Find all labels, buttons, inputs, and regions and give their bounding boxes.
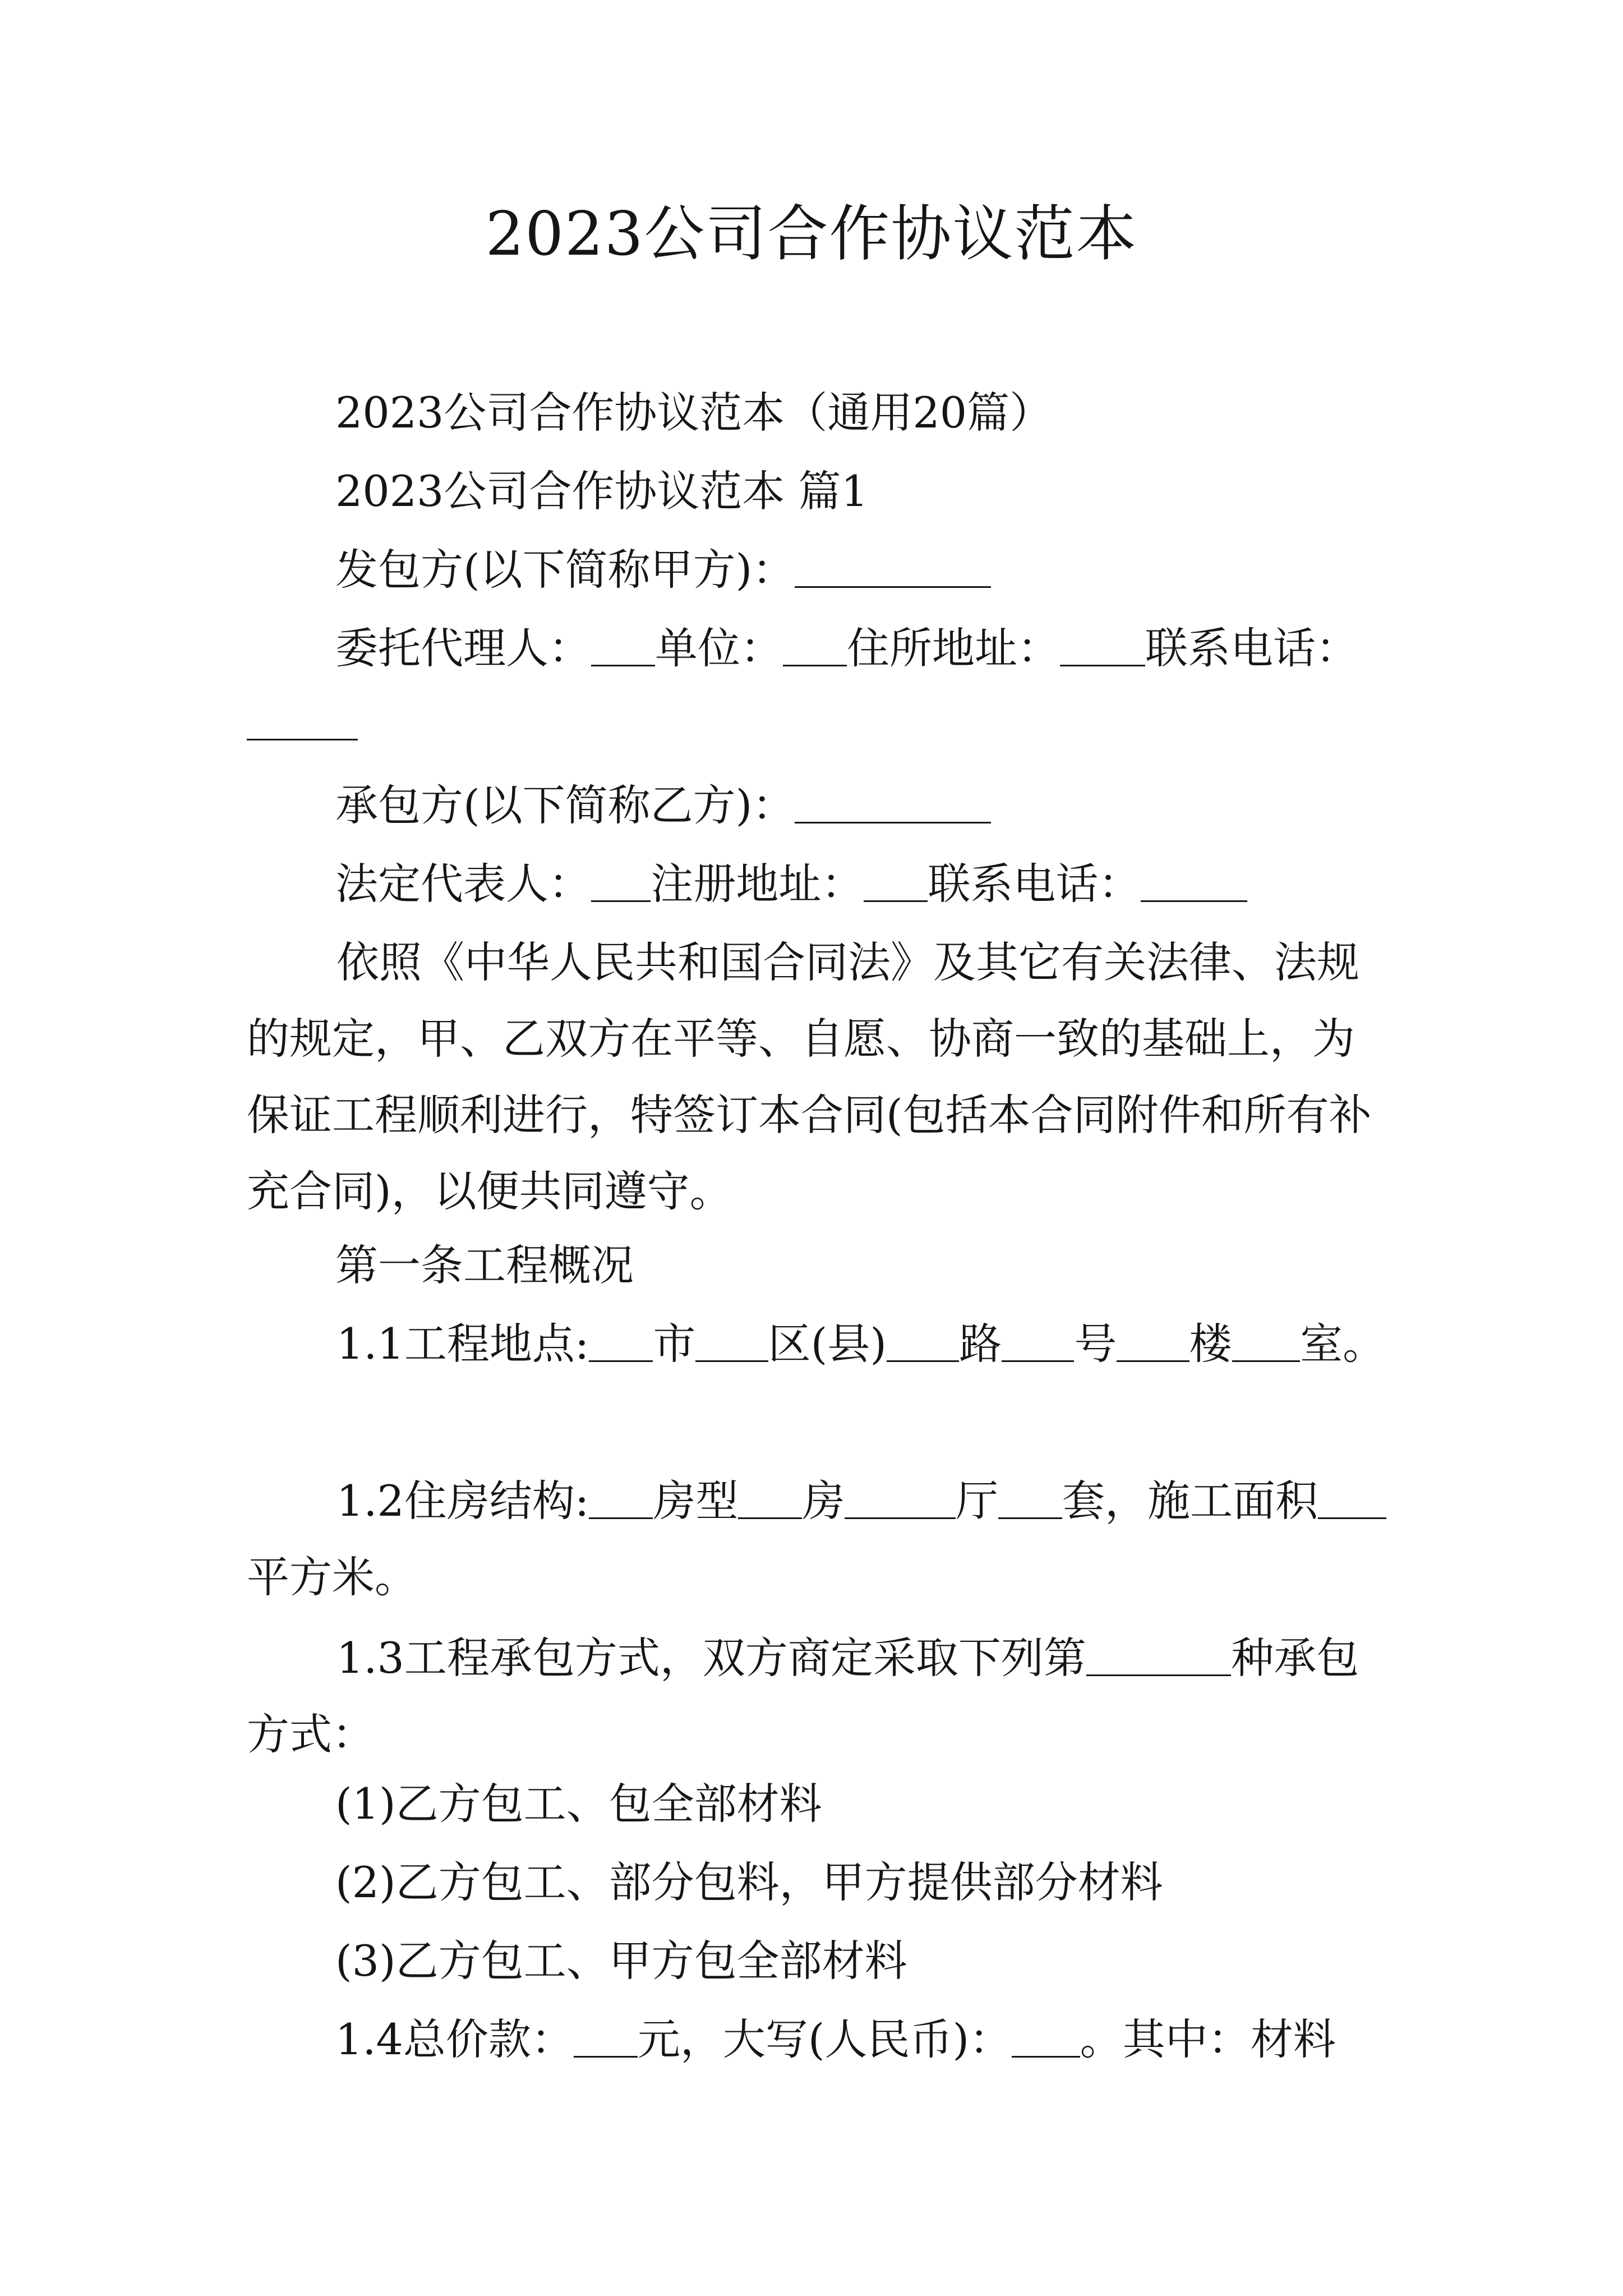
agent-blank (591, 627, 655, 666)
legal-rep-line (335, 857, 1247, 911)
rooms-blank (738, 1479, 802, 1519)
legal-rep-label: 法定代表人： (335, 859, 591, 909)
reg-address-blank (864, 862, 928, 902)
district-label: 区(县) (768, 1319, 887, 1369)
agent-phone-blank-line (247, 696, 358, 749)
room-blank (1232, 1322, 1301, 1362)
room-label: 室。 (1300, 1319, 1386, 1369)
agent-line (335, 622, 1358, 675)
clause-1-4-label: 1.4总价款： (335, 2014, 574, 2064)
party-b-blank (795, 784, 991, 823)
clause-1-3 (247, 1620, 1391, 1773)
number-label: 号 (1074, 1319, 1117, 1369)
building-label: 楼 (1189, 1319, 1232, 1369)
clause-1-1-label: 1.1工程地点: (336, 1319, 589, 1369)
road-blank (887, 1322, 959, 1362)
agent-phone-label: 联系电话： (1145, 623, 1358, 673)
building-blank (1117, 1322, 1189, 1362)
legal-rep-blank (591, 862, 651, 902)
party-a-blank (795, 548, 991, 588)
city-blank (589, 1322, 653, 1362)
total-price-blank (574, 2018, 638, 2058)
clause-1-1 (247, 1306, 1391, 1382)
sets-label: 套，施工面积 (1062, 1476, 1318, 1526)
area-unit-label: 平方米。 (247, 1552, 417, 1602)
city-label: 市 (653, 1319, 696, 1369)
total-price-yuan: 元，大写(人民币)： (637, 2014, 1012, 2064)
document-title: 2023公司合作协议范本 (485, 199, 1138, 269)
party-a-label: 发包方(以下简称甲方)： (335, 545, 795, 595)
option-3: (3)乙方包工、甲方包全部材料 (335, 1936, 907, 1986)
clause-1-2-label: 1.2住房结构: (336, 1476, 589, 1526)
clause-1-2 (247, 1463, 1391, 1616)
option-1: (1)乙方包工、包全部材料 (335, 1779, 822, 1829)
sets-blank (998, 1479, 1062, 1519)
document-subtitle: 2023公司合作协议范本（通用20篇） (335, 388, 1053, 438)
total-price-words-blank (1012, 2018, 1080, 2058)
preamble-paragraph: 依照《中华人民共和国合同法》及其它有关法律、法规的规定，甲、乙双方在平等、自愿、协商一致的基础上，为保证工程顺利进行，特签订本合同(包括本合同附件和所有补充合同)，以便共同遵守。 (247, 937, 1372, 1216)
agent-address-label: 住所地址： (847, 623, 1060, 673)
agent-label: 委托代理人： (335, 623, 591, 673)
reg-address-label: 注册地址： (651, 859, 864, 909)
agent-unit-blank (783, 627, 847, 666)
room-type-label: 房型 (653, 1476, 739, 1526)
legal-rep-phone-label: 联系电话： (928, 859, 1141, 909)
number-blank (1002, 1322, 1074, 1362)
agent-address-blank (1060, 627, 1145, 666)
article-1-heading: 第一条工程概况 (335, 1240, 634, 1290)
option-2: (2)乙方包工、部分包料，甲方提供部分材料 (335, 1857, 1163, 1907)
clause-1-3-tail: 种承包方式： (247, 1633, 1359, 1759)
clause-1-4 (335, 2013, 1336, 2067)
clause-1-3-text: 1.3工程承包方式，双方商定采取下列第 (336, 1633, 1086, 1683)
halls-blank (845, 1479, 956, 1519)
agent-unit-label: 单位： (655, 623, 783, 673)
clause-1-4-tail: 。其中：材料 (1080, 2014, 1336, 2064)
method-blank (1086, 1636, 1231, 1676)
legal-rep-phone-blank (1141, 862, 1247, 902)
district-blank (695, 1322, 768, 1362)
room-type-blank (589, 1479, 653, 1519)
party-b-line (335, 779, 991, 832)
area-blank (1318, 1479, 1386, 1519)
halls-label: 厅 (956, 1476, 999, 1526)
agent-phone-blank (247, 701, 358, 740)
section-heading: 2023公司合作协议范本 篇1 (335, 466, 868, 516)
road-label: 路 (959, 1319, 1002, 1369)
party-a-line (335, 543, 991, 597)
rooms-label: 房 (802, 1476, 845, 1526)
party-b-label: 承包方(以下简称乙方)： (335, 780, 795, 830)
